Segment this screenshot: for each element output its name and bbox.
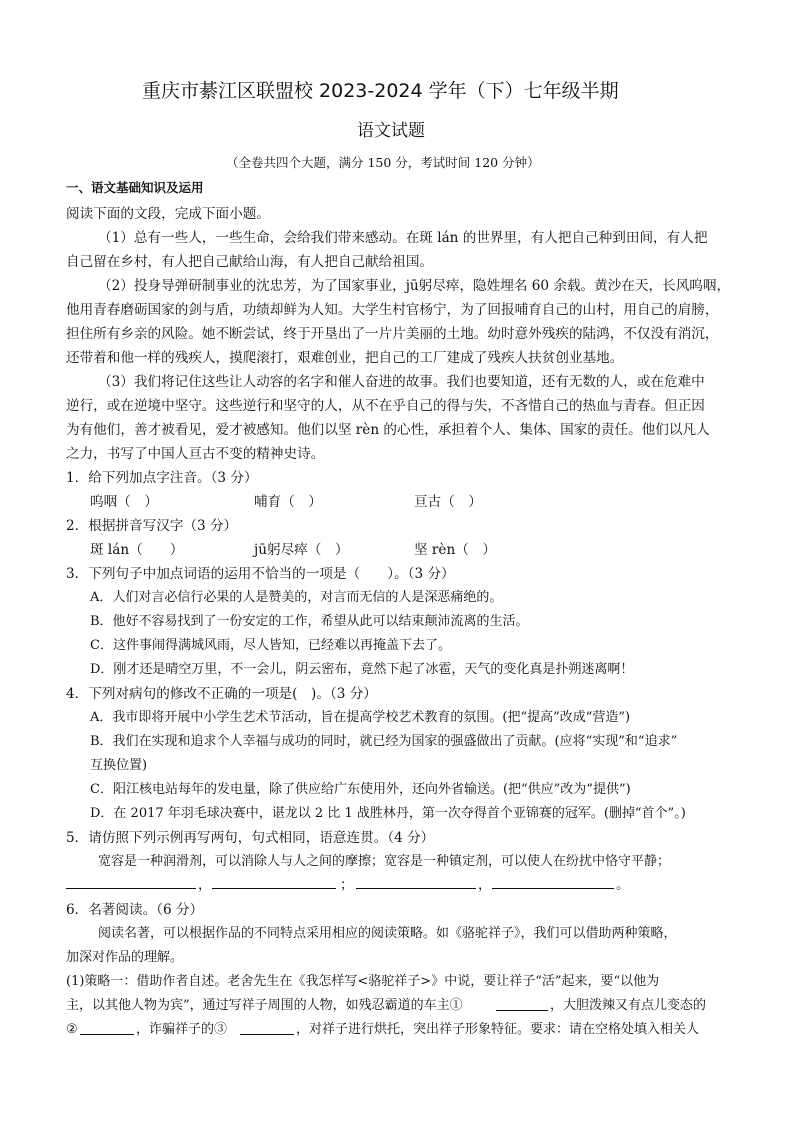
exam-title: 重庆市綦江区联盟校 2023-2024 学年（下）七年级半期 xyxy=(142,80,619,102)
answer-blank[interactable] xyxy=(212,874,336,889)
question-6-text: 主，以其他人物为宾”，通过写祥子周围的人物，如残忍霸道的车主① xyxy=(66,998,463,1013)
question-6-text: ② xyxy=(66,1022,78,1037)
question-3-stem: 3．下列句子中加点词语的运用不恰当的一项是（ ）。（3 分） xyxy=(66,566,455,582)
question-4-option: D．在 2017 年羽毛球决赛中，谌龙以 2 比 1 战胜林丹，第一次夺得首个亚锦赛的冠军。(删掉“首个”。) xyxy=(90,806,686,821)
question-1-stem: 1．给下列加点字注音。（3 分） xyxy=(66,470,258,486)
passage-line: 他用青春磨砺国家的剑与盾，功绩却鲜为人知。大学生村官杨宁，为了回报哺育自己的山村，用自己的肩膀， xyxy=(66,302,719,318)
question-4-option: B．我们在实现和追求个人幸福与成功的同时，就已经为国家的强盛做出了贡献。(应将“实现”和“追求” xyxy=(90,734,678,749)
section-intro: 阅读下面的文段，完成下面小题。 xyxy=(66,206,270,222)
question-3-option: B．他好不容易找到了一份安定的工作，希望从此可以结束颠沛流离的生活。 xyxy=(90,614,529,629)
question-5-example: 宽容是一种润滑剂，可以消除人与人之间的摩擦；宽容是一种镇定剂，可以使人在纷扰中恪守平静； xyxy=(98,854,671,869)
question-1-item: 哺育（ ） xyxy=(254,494,322,510)
passage-line: 为有他们，善才被看见，爱才被感知。他们以坚 rèn 的心性，承担着个人、集体、国家的责任。他们以凡人 xyxy=(66,422,710,438)
question-2-item: 斑 lán（ ） xyxy=(90,542,184,558)
question-6-text: ，大胆泼辣又有点儿变态的 xyxy=(550,998,707,1013)
answer-blank[interactable] xyxy=(356,874,476,889)
passage-line: 担住所有乡亲的风险。她不断尝试，终于开垦出了一片片美丽的土地。幼时意外残疾的陆鸿，不仅没有消沉， xyxy=(66,326,719,342)
question-1-item: 呜咽（ ） xyxy=(90,494,158,510)
answer-separator: 。 xyxy=(616,877,630,893)
passage-line: （3）我们将记住这些让人动容的名字和催人奋进的故事。我们也要知道，还有无数的人，或在危难中 xyxy=(98,374,705,390)
passage-line: 还带着和他一样的残疾人，摸爬滚打，艰难创业，把自己的工厂建成了残疾人扶贫创业基地。 xyxy=(66,350,624,366)
exam-subtitle: 语文试题 xyxy=(357,121,425,141)
answer-blank-2[interactable] xyxy=(80,1020,134,1035)
question-3-option: C．这件事闹得满城风雨，尽人皆知，已经难以再掩盖下去了。 xyxy=(90,638,451,653)
passage-line: 之力，书写了中国人亘古不变的精神史诗。 xyxy=(66,446,325,462)
answer-blank[interactable] xyxy=(492,874,614,889)
question-6-text: 加深对作品的理解。 xyxy=(66,950,184,965)
question-6-stem: 6．名著阅读。（6 分） xyxy=(66,902,204,918)
answer-separator: ； xyxy=(340,877,354,893)
question-2-item: 坚 rèn（ ） xyxy=(414,542,496,558)
question-6-text: (1)策略一：借助作者自述。老舍先生在《我怎样写<骆驼祥子>》中说，要让祥子“活”起来，要“以他为 xyxy=(66,974,660,989)
question-2-item: jū躬尽瘁（ ） xyxy=(254,542,349,558)
passage-line: 逆行，或在逆境中坚守。这些逆行和坚守的人，从不在乎自己的得与失，不吝惜自己的热血与青春。但正因 xyxy=(66,398,705,414)
question-4-option: C．阳江核电站每年的发电量，除了供应给广东使用外，还向外省输送。(把“供应”改为“提供”) xyxy=(90,782,631,797)
question-1-item: 亘古（ ） xyxy=(414,494,482,510)
exam-note: （全卷共四个大题，满分 150 分，考试时间 120 分钟） xyxy=(226,155,540,170)
answer-blank-3[interactable] xyxy=(240,1020,294,1035)
answer-blank-1[interactable] xyxy=(496,996,548,1011)
question-4-option: A．我市即将开展中小学生艺术节活动，旨在提高学校艺术教育的氛围。(把“提高”改成“营造”) xyxy=(90,710,631,725)
answer-separator: ， xyxy=(198,877,212,893)
question-6-text: ，诈骗祥子的③ xyxy=(136,1022,228,1037)
question-5-stem: 5．请仿照下列示例再写两句，句式相同，语意连贯。（4 分） xyxy=(66,830,435,846)
passage-line: （2）投身导弹研制事业的沈忠芳，为了国家事业，jū躬尽瘁，隐姓埋名 60 余载。黄沙在天，长风呜咽， xyxy=(98,278,731,294)
answer-separator: ， xyxy=(478,877,492,893)
question-4-option-continued: 互换位置) xyxy=(90,758,148,773)
section-heading: 一、语文基础知识及运用 xyxy=(66,180,204,195)
question-3-option: D．刚才还是晴空万里，不一会儿，阴云密布，竟然下起了冰雹，天气的变化真是扑朔迷离啊！ xyxy=(90,662,634,677)
question-6-text: 阅读名著，可以根据作品的不同特点采用相应的阅读策略。如《骆驼祥子》，我们可以借助两种策略， xyxy=(98,926,677,941)
answer-blank[interactable] xyxy=(66,874,196,889)
question-3-option: A．人们对言必信行必果的人是赞美的，对言而无信的人是深恶痛绝的。 xyxy=(90,590,503,605)
passage-line: （1）总有一些人，一些生命，会给我们带来感动。在斑 lán 的世界里，有人把自己种到田间，有人把 xyxy=(98,230,708,246)
passage-line: 自己留在乡村，有人把自己献给山海，有人把自己献给祖国。 xyxy=(66,254,434,270)
question-2-stem: 2．根据拼音写汉字（3 分） xyxy=(66,518,238,534)
question-6-text: ，对祥子进行烘托，突出祥子形象特征。要求：请在空格处填入相关人 xyxy=(296,1022,700,1037)
question-4-stem: 4．下列对病句的修改不正确的一项是( )。（3 分） xyxy=(66,686,377,702)
